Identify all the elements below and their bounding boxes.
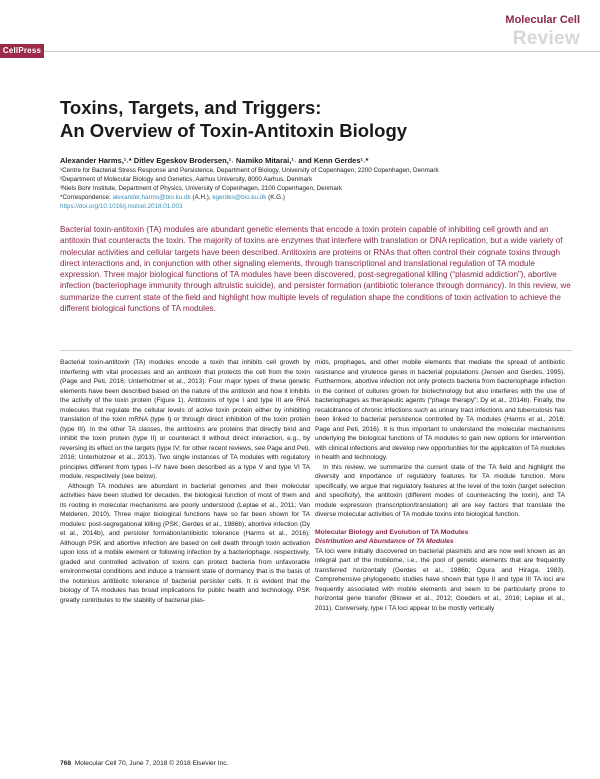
article-title bbox=[60, 96, 560, 142]
title-line-1: Toxins, Targets, and Triggers: bbox=[60, 97, 322, 118]
body-paragraph: mids, prophages, and other mobile elements that mediate the spread of antibiotic resistance and virulence genes in bacterial populations (Jensen and Gerdes, 1995). Furthermore, abortive infection not only protects bacteria from bacteriophage infection in the context of cultures grown for biotechnology but also interferes with the use of bacteriophages as therapeutic agents (“phage therapy”; Dy et al., 2014b). Finally, the recalcitrance of chronic infections such as urinary tract infections and tuberculosis has been linked to bacterial persistence controlled by TA modules (Harms et al., 2016; Page and Peti, 2016). It is thus important to understand the molecular mechanisms underlying the biological functions of TA modules to gain new options for intervention with clinical infections and develop new opportunities for the application of TA modules in health and technology. bbox=[315, 359, 565, 461]
affiliation-2: ²Department of Molecular Biology and Genetics, Aarhus University, 8000 Aarhus, Denmark bbox=[60, 175, 313, 183]
abstract: Bacterial toxin-antitoxin (TA) modules are abundant genetic elements that encode a toxin protein capable of inhibiting cell growth and an antitoxin that counteracts the toxin. The majority of toxins are enzymes that interfere with translation or DNA replication, but a wide variety of molecular activities and cellular targets have been described. Antitoxins are proteins or RNAs that often control their cognate toxins through direct interactions and, in conjunction with other signaling elements, through transcriptional and translational regulation of TA module expression. Three major biological functions of TA modules have been discovered, post-segregational killing (“plasmid addiction”), abortive infection (bacteriophage immunity through altruistic suicide), and persister formation (antibiotic tolerance through dormancy). In this review, we summarize the current state of the field and highlight how multiple levels of regulation shape the conditions of toxin activation to achieve the different biological functions of TA modules. bbox=[60, 225, 571, 314]
email-link-gerdes[interactable]: kgerdes@bio.ku.dk bbox=[212, 193, 267, 201]
body-paragraph: In this review, we summarize the current state of the TA field and highlight the diversity and importance of regulatory features for TA module function. More specifically, we argue that regulatory features at the level of the toxin (target selection and specificity), the antitoxin (different modes of counteracting the toxin), and TA module expression (transcription/translation) all are key factors that translate the diverse molecular activities of TA module toxins into biological function. bbox=[315, 463, 565, 518]
abstract-divider bbox=[60, 350, 572, 351]
body-paragraph: Bacterial toxin-antitoxin (TA) modules encode a toxin that inhibits cell growth by interfering with vital processes and an antitoxin that protects the cell from the toxin (Page and Peti, 2016; Unterholzner et al., 2013). Four major types of these genetic elements have been described based on the nature of the antitoxin and how it inhibits the activity of the toxin protein (Figure 1). Antitoxins of type I and type III are RNA molecules that regulate the cellular levels of active toxin protein either by inhibiting translation of the toxin mRNA (type I) or through direct inhibition of the toxin protein (type III). In the other TA classes, the antitoxins are proteins that directly bind and inhibit the toxin protein (type II) or counteract it without direct interaction, e.g., by reversing its effect on the targets (type IV; for other recent reviews, see Page and Peti, 2016; Unterholzner et al., 2013). Two single instances of TA modules with regulatory principles different from types I–IV have been described as a type V and type VI TA module, respectively (see below). bbox=[60, 359, 311, 480]
correspondence bbox=[60, 194, 580, 203]
title-line-2: An Overview of Toxin-Antitoxin Biology bbox=[60, 120, 408, 141]
subsection-heading: Distribution and Abundance of TA Modules bbox=[315, 538, 454, 545]
affiliation-1: ¹Centre for Bacterial Stress Response and Persistence, Department of Biology, University of Copenhagen, 2200 Copenhagen, Denmark bbox=[60, 167, 439, 174]
email1-suffix: (A.H.), bbox=[190, 193, 213, 201]
section-label: Review bbox=[512, 28, 580, 49]
cellpress-logo: CellPress bbox=[0, 44, 44, 58]
email2-suffix: (K.G.) bbox=[266, 193, 285, 201]
email-link-harms[interactable]: alexander.harms@bio.ku.dk bbox=[112, 193, 191, 201]
affiliation-3: ³Niels Bohr Institute, Department of Physics, University of Copenhagen, 2100 Copenhagen, Denmark bbox=[60, 184, 343, 192]
section-heading: Molecular Biology and Evolution of TA Modules bbox=[315, 528, 469, 536]
author-list: Alexander Harms,¹˒* Ditlev Egeskov Brodersen,¹˒ Namiko Mitarai,¹˒ and Kenn Gerdes¹˒* bbox=[60, 156, 369, 165]
correspondence-label: *Correspondence: bbox=[60, 193, 113, 201]
body-column-left bbox=[60, 358, 310, 605]
body-column-right bbox=[315, 358, 565, 613]
body-paragraph: TA loci were initially discovered on bacterial plasmids and are now well known as an integral part of the mobilome, i.e., the pool of genetic elements that are frequently transferred horizontally (Gerdes et al., 1986b; Ogura and Hiraga, 1983). Comprehensive phylogenetic studies have shown that type II and type III TA loci are frequently associated with mobile elements and seem to be particularly prone to horizontal gene transfer (Blower et al., 2012; Goeders et al., 2016; Leplae et al., 2011). Conversely, type I TA loci appear to be mostly vertically bbox=[315, 547, 565, 612]
header-rule bbox=[44, 51, 600, 52]
doi-link[interactable]: https://doi.org/10.1016/j.molcel.2018.01.003 bbox=[60, 202, 183, 210]
page-footer bbox=[60, 760, 228, 767]
body-paragraph: Although TA modules are abundant in bacterial genomes and their molecular activities have been studied for decades, the biological function of most of them and its rooting in molecular mechanisms are poorly understood (Leplae et al., 2011; Van Melderen, 2010). Three major biological functions have so far been shown for TA modules: post-segregational killing (PSK; Gerdes et al., 1986b), abortive infection (Dy et al., 2014b), and persister formation/antibiotic tolerance (Harms et al., 2016). Although PSK and abortive infection are based on cell death through toxin activation upon loss of a mobile element or following infection by a bacteriophage, respectively, graded and controlled activation of toxins can protect bacteria from unfavorable environmental conditions and induce a transient state of dormancy that is the basis of the notorious antibiotic tolerance of bacterial persister cells. It is evident that the biology of TA modules has broad implications for public health and technology. PSK greatly contributes to the stability of bacterial plas- bbox=[60, 482, 310, 604]
page-number: 768 bbox=[60, 760, 72, 767]
page-header bbox=[0, 0, 600, 60]
affiliations bbox=[60, 167, 580, 212]
footer-citation: Molecular Cell 70, June 7, 2018 © 2018 Elsevier Inc. bbox=[74, 760, 229, 767]
journal-name: Molecular Cell bbox=[505, 14, 580, 26]
